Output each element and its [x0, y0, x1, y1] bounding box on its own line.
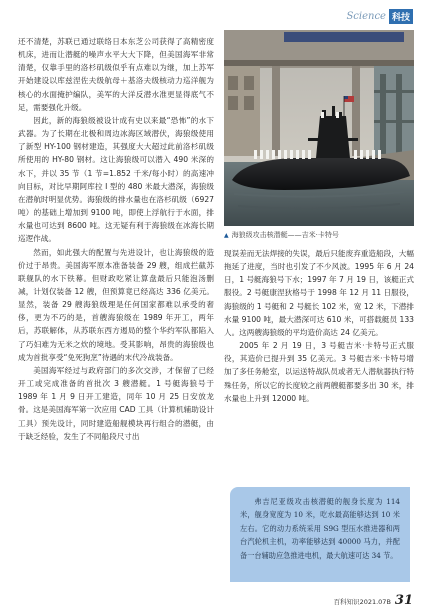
paragraph: 还不清楚，苏联已通过联络日本东芝公司获得了高精密度机床，进而让潜艇的噪声水平大大下降，但美国海军非常清楚，仅靠手里的洛杉矶级似乎有点难以为继，加上苏军开始建设以库兹涅佐夫级航母＋基洛夫级核动力巡洋舰为核心的水面掩护编队，美军的大洋反潜水准更显得底气不足，需要强化升级。	[18, 37, 214, 112]
article-right-column	[224, 247, 414, 405]
info-box	[230, 487, 410, 582]
section-label-cn: 科技	[389, 9, 413, 24]
photo-caption	[224, 229, 414, 242]
info-box-text: 弗吉尼亚级攻击核潜艇的舰身长度为 114 米，舰身宽度为 10 米，吃水最高能够达到 10 米左右。它的动力系统采用 S9G 型压水推进器和两台汽轮机主机，功率能够达到 40000 马力，并配备一台辅助应急推进电机，最大航速可达 34 节。	[240, 497, 400, 560]
paragraph: 因此，新的海狼级被设计成有史以来最“恐怖”的水下武器。为了长期在北极和周边冰海区域潜伏，海狼级使用了新型 HY-100 钢材建造，其强度大大超过此前洛杉矶级所使用的 HY-80 钢材。这让海狼级可以潜入 490 米深的水下，并以 35 节（1 节=1.852 千米/每小时）的高速冲向目标，对比早期阿库拉 I 型的 480 米最大潜深，海狼级在潜航时明显优势。海狼级的排水量也在洛杉矶级（6927 吨）的基础上增加到 9100 吨，即使上浮航行于水面，排水量也可达到 8600 吨。这无疑有利于海狼级在冰海长期巡逻作战。	[18, 115, 214, 244]
page-footer	[334, 593, 413, 608]
submarine-photo	[224, 30, 414, 226]
submarine-illustration	[224, 30, 414, 226]
page-number: 31	[394, 593, 413, 608]
caption-text: 海狼级攻击核潜艇——吉米·卡特号	[231, 231, 339, 239]
paragraph: 美国海军经过与政府部门的多次交涉，才保留了已经开工或完成准备的首批次 3 艘潜艇。1 号艇海狼号于 1989 年 1 月 9 日开工建造，同年 10 月 25 日安放龙骨。这是美国海军第一次应用 CAD 工具（计算机辅助设计工具）预先设计，同时建造船舰模块再行组合的潜艇，由于缺乏经验，发生了不同船段尺寸出	[18, 365, 214, 441]
magazine-issue: 百科知识2021.07B	[333, 598, 391, 606]
paragraph: 2005 年 2 月 19 日，3 号艇吉米·卡特号正式服役，其造价已提升到 35 亿美元。3 号艇吉米·卡特号增加了多任务舱室，以运送特战队员或者无人潜航器执行特殊任务，所以它的长度较之前两艘艇都要多出 30 米，排水量也上升到 12000 吨。	[224, 341, 414, 403]
article-left-column	[18, 35, 214, 443]
paragraph: 现误差而无法焊接的失误，最后只能废弃重造船段，大幅拖延了进度，当时也引发了不少风波。1995 年 6 月 24 日，1 号艇海狼号下水；1997 年 7 月 19 日，该艇正式服役。2 号艇康涅狄格号于 1998 年 12 月 11 日服役，海狼级的 1 号艇和 2 号艇长 102 米，宽 12 米，下潜排水量 9100 吨，最大潜深可达 610 米，可搭载艇员 133 人。这两艘海狼级的平均造价高达 24 亿美元。	[224, 249, 414, 337]
caption-triangle-icon: ▲	[224, 232, 229, 239]
section-label-en: Science	[346, 11, 386, 22]
section-tag	[346, 9, 413, 24]
paragraph: 然而，如此强大的配置与先进设计，也让海狼级的造价过于昂贵。美国海军原本准备装备 29 艘，组成拦截苏联舰队的水下铁幕。但财政吃紧让算盘最后只能泡汤删减，计划仅装备 12 艘，但预算竟已经高达 336 亿美元。显然，装备 29 艘海狼级理是任何国家都难以承受的奢侈，更为不巧的是，首艘海狼级在 1989 年开工，两年后，苏联解体，从苏联东西方遏局的整个华约军队都陷入了巧妇难为无米之炊的境地。受其影响，昂贵的海狼级也成为首批享受“免死狗烹”待遇的末代冷战装备。	[18, 247, 214, 362]
